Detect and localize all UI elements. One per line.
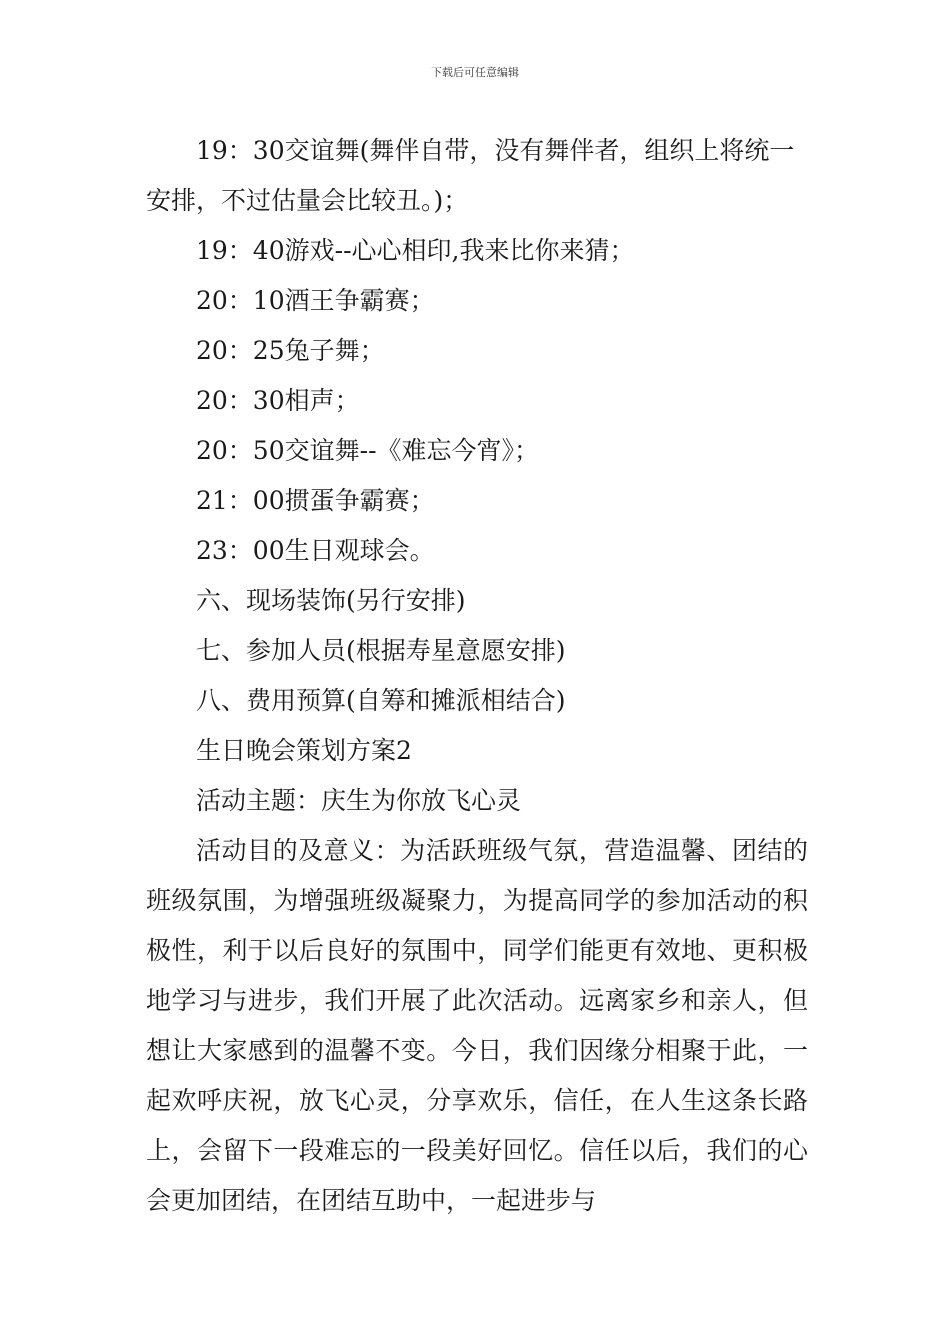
- schedule-item: 21：00掼蛋争霸赛；: [196, 486, 435, 515]
- section-heading-decoration: 六、现场装饰(另行安排): [196, 586, 466, 615]
- activity-purpose-paragraph: 活动目的及意义：为活跃班级气氛，营造温馨、团结的班级氛围，为增强班级凝聚力，为提高同学的参加活动的积极性，利于以后良好的氛围中，同学们能更有效地、更积极地学习与进步，我们开展了此次活动。远离家乡和亲人，但想让大家感到的温馨不变。今日，我们因缘分相聚于此，一起欢呼庆祝，放飞心灵，分享欢乐，信任，在人生这条长路上，会留下一段难忘的一段美好回忆。信任以后，我们的心会更加团结，在团结互助中，一起进步与: [146, 836, 808, 1215]
- schedule-intro-paragraph: 19：30交谊舞(舞伴自带，没有舞伴者，组织上将统一安排，不过估量会比较丑。)；: [146, 136, 795, 215]
- section-heading-participants: 七、参加人员(根据寿星意愿安排): [196, 636, 566, 665]
- schedule-item: 23：00生日观球会。: [196, 536, 435, 565]
- schedule-item: 19：40游戏--心心相印,我来比你来猜；: [196, 236, 635, 265]
- schedule-item: 20：30相声；: [196, 386, 360, 415]
- schedule-item: 20：10酒王争霸赛；: [196, 286, 435, 315]
- section-heading-budget: 八、费用预算(自筹和摊派相结合): [196, 686, 566, 715]
- schedule-item: 20：50交谊舞--《难忘今宵》；: [196, 436, 540, 465]
- plan2-title: 生日晚会策划方案2: [196, 736, 412, 765]
- page-header-note: 下载后可任意编辑: [431, 66, 519, 79]
- schedule-item: 20：25兔子舞；: [196, 336, 385, 365]
- document-body: [146, 126, 808, 1226]
- activity-theme: 活动主题：庆生为你放飞心灵: [196, 786, 522, 815]
